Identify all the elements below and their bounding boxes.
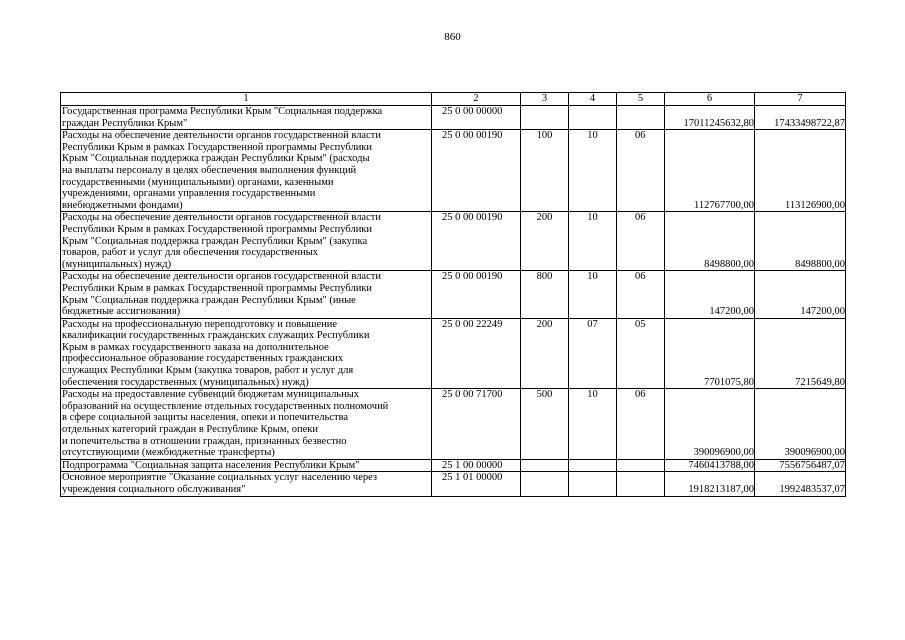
row-name-cell: Расходы на профессиональную переподготовку и повышение квалификации государственных гражданских служащих Республики Крым в рамках государственного заказа на дополнительное профессиональное образование государственных гражданских служащих Республики Крым (закупка товаров, работ и услуг для обеспечения государственных (муниципальных) нужд) bbox=[61, 318, 432, 389]
row-section-cell: 10 bbox=[569, 130, 617, 212]
row-code-cell: 25 0 00 00190 bbox=[432, 212, 521, 271]
row-expense-type-cell bbox=[521, 472, 569, 496]
row-expense-type-cell: 100 bbox=[521, 130, 569, 212]
row-code-cell: 25 1 00 00000 bbox=[432, 459, 521, 472]
row-subsection-cell: 06 bbox=[617, 389, 665, 460]
row-amount-1-cell: 147200,00 bbox=[665, 271, 755, 318]
row-section-cell: 10 bbox=[569, 212, 617, 271]
row-section-cell: 10 bbox=[569, 271, 617, 318]
row-amount-2-cell: 7215649,80 bbox=[755, 318, 846, 389]
row-section-cell: 07 bbox=[569, 318, 617, 389]
table-row bbox=[61, 271, 846, 318]
header-cell-3: 3 bbox=[521, 93, 569, 106]
row-code-cell: 25 0 00 00190 bbox=[432, 130, 521, 212]
table-row bbox=[61, 389, 846, 460]
row-amount-2-cell: 113126900,00 bbox=[755, 130, 846, 212]
row-section-cell bbox=[569, 106, 617, 130]
row-code-cell: 25 1 01 00000 bbox=[432, 472, 521, 496]
header-cell-2: 2 bbox=[432, 93, 521, 106]
row-subsection-cell bbox=[617, 106, 665, 130]
row-subsection-cell bbox=[617, 459, 665, 472]
table-row bbox=[61, 130, 846, 212]
row-subsection-cell: 06 bbox=[617, 271, 665, 318]
row-amount-2-cell: 8498800,00 bbox=[755, 212, 846, 271]
row-expense-type-cell bbox=[521, 106, 569, 130]
page-number: 860 bbox=[444, 31, 461, 43]
row-name-cell: Расходы на обеспечение деятельности органов государственной власти Республики Крым в рамках Государственной программы Республики Крым "Социальная поддержка граждан Республики Крым" (иные бюджетные ассигнования) bbox=[61, 271, 432, 318]
row-code-cell: 25 0 00 00190 bbox=[432, 271, 521, 318]
header-cell-6: 6 bbox=[665, 93, 755, 106]
row-expense-type-cell bbox=[521, 459, 569, 472]
header-row bbox=[61, 93, 846, 106]
row-name-cell: Государственная программа Республики Крым "Социальная поддержка граждан Республики Крым" bbox=[61, 106, 432, 130]
row-expense-type-cell: 200 bbox=[521, 318, 569, 389]
row-name-cell: Основное мероприятие "Оказание социальных услуг населению через учреждения социального обслуживания" bbox=[61, 472, 432, 496]
row-code-cell: 25 0 00 22249 bbox=[432, 318, 521, 389]
row-amount-1-cell: 17011245632,80 bbox=[665, 106, 755, 130]
row-name-cell: Расходы на обеспечение деятельности органов государственной власти Республики Крым в рамках Государственной программы Республики Крым "Социальная поддержка граждан Республики Крым" (закупка товаров, работ и услуг для обеспечения государственных (муниципальных) нужд) bbox=[61, 212, 432, 271]
row-amount-2-cell: 7556756487,07 bbox=[755, 459, 846, 472]
row-name-cell: Подпрограмма "Социальная защита населения Республики Крым" bbox=[61, 459, 432, 472]
row-amount-2-cell: 1992483537,07 bbox=[755, 472, 846, 496]
row-amount-1-cell: 8498800,00 bbox=[665, 212, 755, 271]
row-subsection-cell: 05 bbox=[617, 318, 665, 389]
row-amount-1-cell: 390096900,00 bbox=[665, 389, 755, 460]
row-amount-1-cell: 112767700,00 bbox=[665, 130, 755, 212]
row-amount-2-cell: 147200,00 bbox=[755, 271, 846, 318]
table-row bbox=[61, 212, 846, 271]
row-section-cell bbox=[569, 459, 617, 472]
row-amount-1-cell: 7701075,80 bbox=[665, 318, 755, 389]
row-expense-type-cell: 800 bbox=[521, 271, 569, 318]
row-expense-type-cell: 200 bbox=[521, 212, 569, 271]
row-section-cell bbox=[569, 472, 617, 496]
header-cell-7: 7 bbox=[755, 93, 846, 106]
row-code-cell: 25 0 00 00000 bbox=[432, 106, 521, 130]
row-subsection-cell bbox=[617, 472, 665, 496]
header-cell-1: 1 bbox=[61, 93, 432, 106]
row-name-cell: Расходы на обеспечение деятельности органов государственной власти Республики Крым в рамках Государственной программы Республики Крым "Социальная поддержка граждан Республики Крым" (расходы на выплаты персоналу в целях обеспечения выполнения функций государственными (муниципальными) органами, казенными учреждениями, органами управления государственными внебюджетными фондами) bbox=[61, 130, 432, 212]
table-row bbox=[61, 318, 846, 389]
table-row bbox=[61, 472, 846, 496]
row-amount-1-cell: 1918213187,00 bbox=[665, 472, 755, 496]
row-subsection-cell: 06 bbox=[617, 212, 665, 271]
row-amount-2-cell: 390096900,00 bbox=[755, 389, 846, 460]
row-subsection-cell: 06 bbox=[617, 130, 665, 212]
budget-table bbox=[60, 92, 846, 497]
row-name-cell: Расходы на предоставление субвенций бюджетам муниципальных образований на осуществление отдельных государственных полномочий в сфере социальной защиты населения, опеки и попечительства отдельных категорий граждан в Республике Крым, опеки и попечительства в отношении граждан, признанных безвестно отсутствующими (межбюджетные трансферты) bbox=[61, 389, 432, 460]
row-expense-type-cell: 500 bbox=[521, 389, 569, 460]
header-cell-5: 5 bbox=[617, 93, 665, 106]
header-cell-4: 4 bbox=[569, 93, 617, 106]
row-code-cell: 25 0 00 71700 bbox=[432, 389, 521, 460]
table-row bbox=[61, 106, 846, 130]
table-row bbox=[61, 459, 846, 472]
row-amount-1-cell: 7460413788,00 bbox=[665, 459, 755, 472]
row-amount-2-cell: 17433498722,87 bbox=[755, 106, 846, 130]
row-section-cell: 10 bbox=[569, 389, 617, 460]
